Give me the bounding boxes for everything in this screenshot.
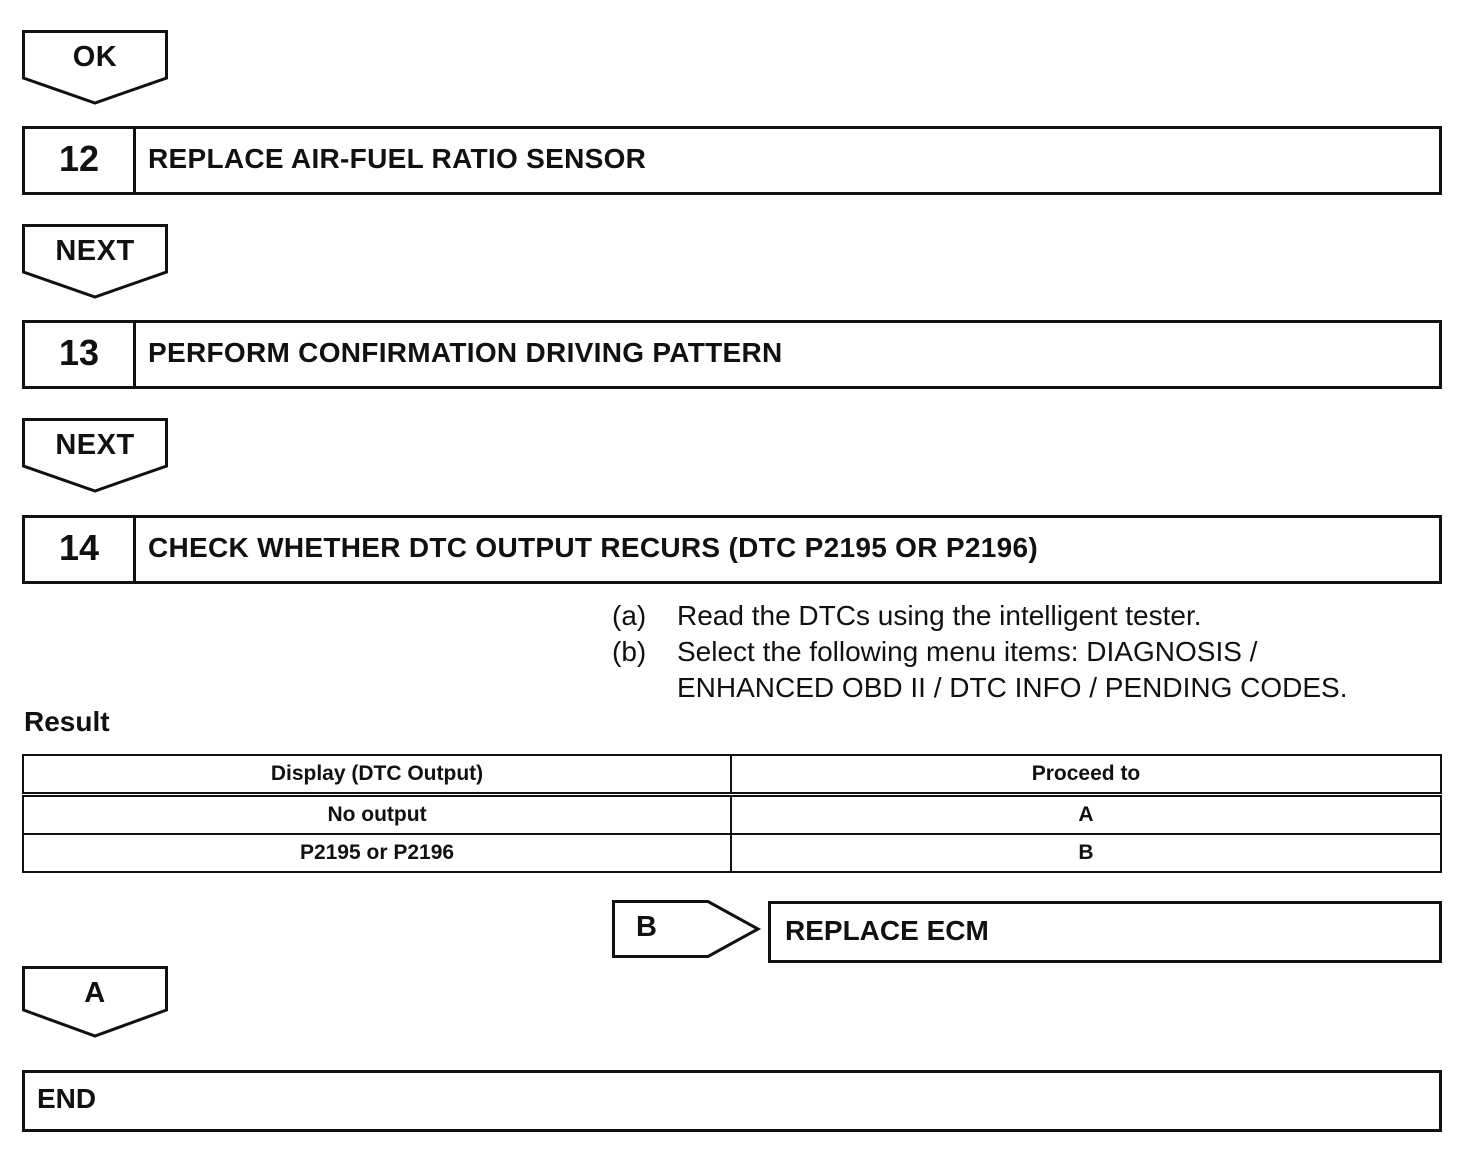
a-label: A (84, 977, 106, 1009)
instruction-marker: (a) (612, 600, 647, 631)
result-heading: Result (24, 706, 110, 737)
next-label: NEXT (55, 429, 135, 461)
next-label: NEXT (55, 235, 135, 267)
instruction-text: Select the following menu items: DIAGNOSIS / (677, 636, 1258, 667)
instruction-item (612, 634, 1452, 706)
b-label: B (636, 911, 657, 943)
right-arrow-tag-shape (612, 900, 762, 958)
instruction-item (612, 598, 1452, 634)
table-header-row (23, 755, 1441, 795)
ok-flow-tag (22, 30, 168, 106)
step-title: CHECK WHETHER DTC OUTPUT RECURS (DTC P2195 OR P2196) (148, 532, 1038, 563)
step-13-box (22, 320, 1442, 389)
next-flow-tag (22, 224, 168, 300)
table-cell: No output (23, 795, 731, 835)
instruction-text-continued: ENHANCED OBD II / DTC INFO / PENDING CODES. (677, 672, 1348, 703)
end-box: END (22, 1070, 1442, 1132)
instruction-marker: (b) (612, 636, 647, 667)
ok-label: OK (72, 41, 118, 73)
column-header-display: Display (DTC Output) (23, 755, 731, 795)
step-number: 12 (25, 129, 136, 192)
instruction-list (612, 598, 1452, 706)
table-cell: P2195 or P2196 (23, 834, 731, 872)
step-number: 13 (25, 323, 136, 386)
step-14-box (22, 515, 1442, 584)
table-cell: B (731, 834, 1441, 872)
result-table (22, 754, 1442, 873)
step-12-box (22, 126, 1442, 195)
replace-ecm-box: REPLACE ECM (768, 901, 1442, 963)
table-row (23, 834, 1441, 872)
table-cell: A (731, 795, 1441, 835)
step-title: REPLACE AIR-FUEL RATIO SENSOR (148, 143, 647, 174)
instruction-text: Read the DTCs using the intelligent tester. (677, 600, 1202, 631)
step-title: PERFORM CONFIRMATION DRIVING PATTERN (148, 337, 783, 368)
a-flow-tag (22, 966, 168, 1042)
column-header-proceed: Proceed to (731, 755, 1441, 795)
step-number: 14 (25, 518, 136, 581)
b-branch-tag (612, 900, 762, 958)
next-flow-tag (22, 418, 168, 494)
table-row (23, 795, 1441, 835)
